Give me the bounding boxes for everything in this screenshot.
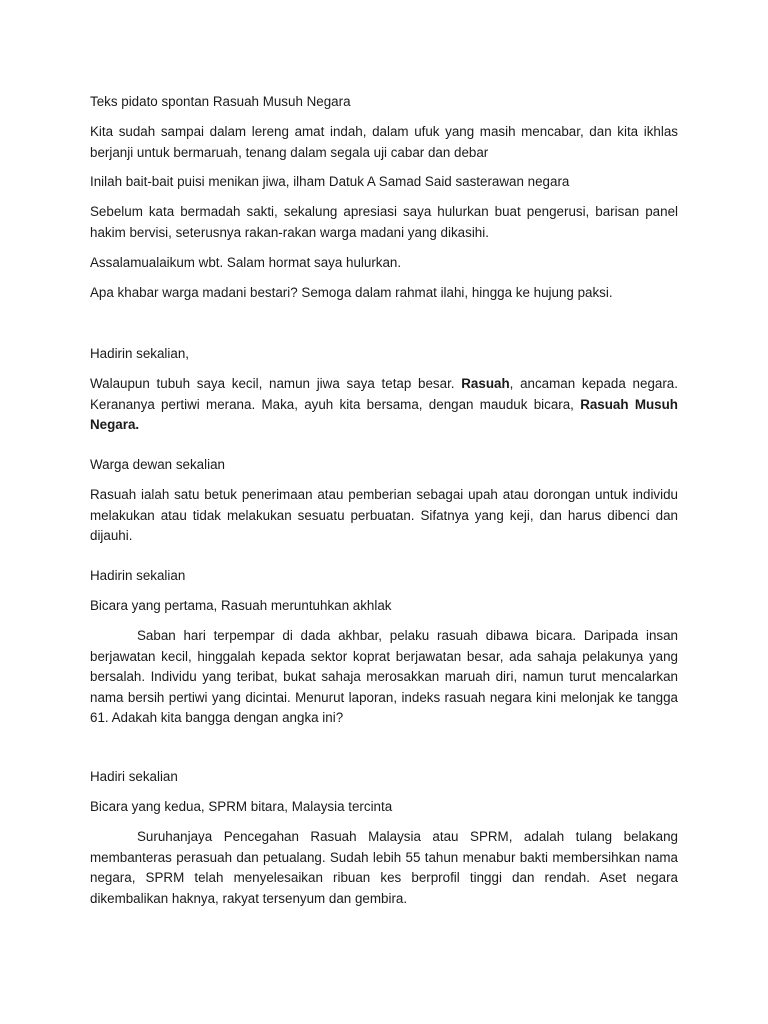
paragraph-2: Inilah bait-bait puisi menikan jiwa, ilham Datuk A Samad Said sasterawan negara (90, 174, 570, 189)
paragraph-6-text-a: Walaupun tubuh saya kecil, namun jiwa saya tetap besar. (90, 376, 462, 391)
paragraph-9: Saban hari terpempar di dada akhbar, pelaku rasuah dibawa bicara. Daripada insan berjawatan kecil, hinggalah kepada sektor koprat berjawatan besar, ada sahaja pelakunya yang bersalah. Individu yang teribat, bukat sahaja merosakkan maruah diri, namun turut mencalarkan nama bersih pertiwi yang dicintai. Menurut laporan, indeks rasuah negara kini melonjak ke tangga 61. Adakah kita bangga dengan angka ini? (90, 628, 678, 725)
heading-warga-dewan: Warga dewan sekalian (90, 457, 225, 472)
paragraph-6-text-c: , ancaman kepada negara. Kerananya pertiwi merana. Maka, ayuh kita bersama, dengan mauduk bicara, (90, 376, 678, 412)
paragraph-4: Assalamualaikum wbt. Salam hormat saya hulurkan. (90, 255, 402, 270)
paragraph-10: Bicara yang kedua, SPRM bitara, Malaysia tercinta (90, 799, 393, 814)
paragraph-3: Sebelum kata bermadah sakti, sekalung apresiasi saya hulurkan buat pengerusi, barisan panel hakim bervisi, seterusnya rakan-rakan warga madani yang dikasihi. (90, 204, 678, 240)
paragraph-8: Bicara yang pertama, Rasuah meruntuhkan akhlak (90, 598, 392, 613)
paragraph-1: Kita sudah sampai dalam lereng amat indah, dalam ufuk yang masih mencabar, dan kita ikhlas berjanji untuk bermaruah, tenang dalam segala uji cabar dan debar (90, 124, 678, 160)
heading-hadiri: Hadiri sekalian (90, 769, 178, 784)
document-title: Teks pidato spontan Rasuah Musuh Negara (90, 94, 351, 109)
paragraph-11: Suruhanjaya Pencegahan Rasuah Malaysia atau SPRM, adalah tulang belakang membanteras perasuah dan petualang. Sudah lebih 55 tahun menabur bakti membersihkan nama negara, SPRM telah menyelesaikan ribuan kes berprofil tinggi dan rendah. Aset negara dikembalikan haknya, rakyat tersenyum dan gembira. (90, 829, 678, 906)
paragraph-6 (90, 374, 678, 436)
paragraph-6-bold-topic: Rasuah Musuh Negara. (90, 396, 678, 432)
heading-hadirin-1: Hadirin sekalian, (90, 346, 189, 361)
paragraph-6-bold-rasuah: Rasuah (461, 376, 510, 391)
heading-hadirin-2: Hadirin sekalian (90, 568, 186, 583)
paragraph-5: Apa khabar warga madani bestari? Semoga dalam rahmat ilahi, hingga ke hujung paksi. (90, 285, 613, 300)
paragraph-7: Rasuah ialah satu betuk penerimaan atau pemberian sebagai upah atau dorongan untuk individu melakukan atau tidak melakukan sesuatu perbuatan. Sifatnya yang keji, dan harus dibenci dan dijauhi. (90, 487, 678, 543)
